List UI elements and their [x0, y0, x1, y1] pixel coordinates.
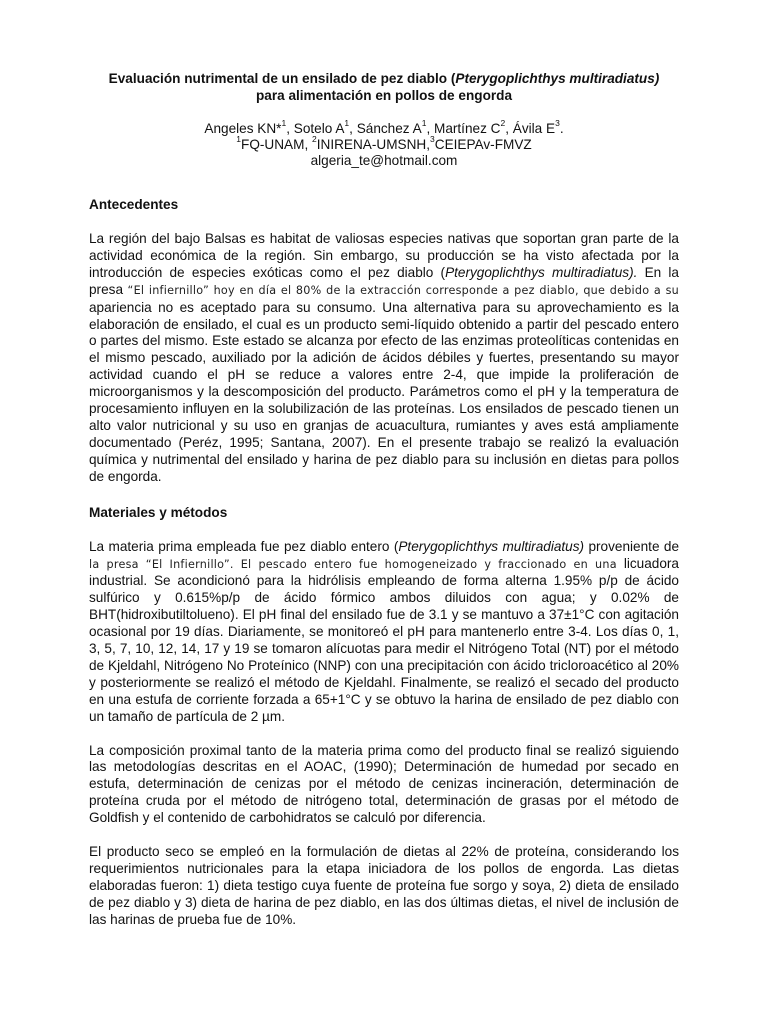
- author-email: algeria_te@hotmail.com: [310, 153, 458, 168]
- title-line-1: Evaluación nutrimental de un ensilado de pez diablo (Pterygoplichthys multiradiatus): [108, 71, 660, 86]
- antecedentes-paragraph: La región del bajo Balsas es habitat de valiosas especies nativas que soportan gran parte de la actividad económica de la región. Sin embargo, su producción se ha visto afectada por la introducción de especies exóticas como el pez diablo (Pterygoplichthys multiradiatus). En la presa “El infiernillo” hoy en día el 80% de la extracción corresponde a pez diablo, que debido a su apariencia no es aceptado para su consumo. Una alternativa para su aprovechamiento es la elaboración de ensilado, el cual es un producto semi-líquido obtenido a partir del pescado entero o partes del mismo. Este estado se alcanza por efecto de las enzimas proteolíticas contenidas en el mismo pescado, auxiliado por la adición de ácidos débiles y fuertes, presentando su mayor actividad cuando el pH se reduce a valores entre 2-4, que impide la proliferación de microorganismos y la descomposición del producto. Parámetros como el pH y la temperatura de procesamiento influyen en la solubilización de las proteínas. Los ensilados de pescado tienen un alto valor nutricional y su uso en granjas de acuacultura, rumiantes y aves está ampliamente documentado (Peréz, 1995; Santana, 2007). En el presente trabajo se realizó la evaluación química y nutrimental del ensilado y harina de pez diablo para su inclusión en dietas para pollos de engorda.: [89, 231, 680, 484]
- paper-title: [89, 0, 679, 104]
- title-species: Pterygoplichthys multiradiatus): [455, 71, 660, 86]
- author-block: [89, 118, 679, 169]
- materiales-paragraph-3: El producto seco se empleó en la formulación de dietas al 22% de proteína, considerando los requerimientos nutricionales para la etapa iniciadora de los pollos de engorda. Las dietas elaboradas fueron: 1) dieta testigo cuya fuente de proteína fue sorgo y soya, 2) dieta de ensilado de pez diablo y 3) dieta de harina de pez diablo, en las dos últimas dietas, el nivel de inclusión de las harinas de prueba fue de 10%.: [89, 844, 679, 927]
- heading-materiales: Materiales y métodos: [89, 504, 228, 520]
- title-line-2: para alimentación en pollos de engorda: [255, 88, 513, 103]
- author-list: Angeles KN*$^1$, Sotelo $A^1$, Sánchez $A^1$, Martínez $C^2$, Ávila $E^3$.: [204, 118, 564, 136]
- affiliations: $^1$FQ-UNAM, $^2$INIRENA-UMSNH,$^3$CEIEPAv-FMVZ: [236, 134, 532, 152]
- heading-antecedentes: Antecedentes: [89, 197, 179, 212]
- materiales-paragraph-1: La materia prima empleada fue pez diablo entero (Pterygoplichthys multiradiatus) proveniente de la presa “El Infiernillo”. El pescado entero fue homogeneizado y fraccionado en una licuadora industrial. Se acondicionó para la hidrólisis empleando de forma alterna 1.95% p/p de ácido sulfúrico y 0.615%p/p de ácido fórmico ambos diluidos con agua; y 0.02% de BHT(hidroxibutiltolueno). El pH final del ensilado fue de 3.1 y se mantuvo a 37±1°C con agitación ocasional por 19 días. Diariamente, se monitoreó el pH para mantenerlo entre 3-4. Los días 0, 1, 3, 5, 7, 10, 12, 14, 17 y 19 se tomaron alícuotas para medir el Nitrógeno Total (NT) por el método de Kjeldahl, Nitrógeno No Proteínico (NNP) con una precipitación con ácido tricloroacético al 20% y posteriormente se realizó el método de Kjeldahl. Finalmente, se realizó el secado del producto en una estufa de corriente forzada a 65+1°C y se obtuvo la harina de ensilado de pez diablo con un tamaño de partícula de 2 µm.: [89, 538, 680, 724]
- materiales-paragraph-2: La composición proximal tanto de la materia prima como del producto final se realizó siguiendo las metodologías descritas en el AOAC, (1990); Determinación de humedad por secado en estufa, determinación de cenizas por el método de cenizas incineración, determinación de proteína cruda por el método de nitrógeno total, determinación de grasas por el método de Goldfish y el contenido de carbohidratos se calculó por diferencia.: [89, 742, 679, 826]
